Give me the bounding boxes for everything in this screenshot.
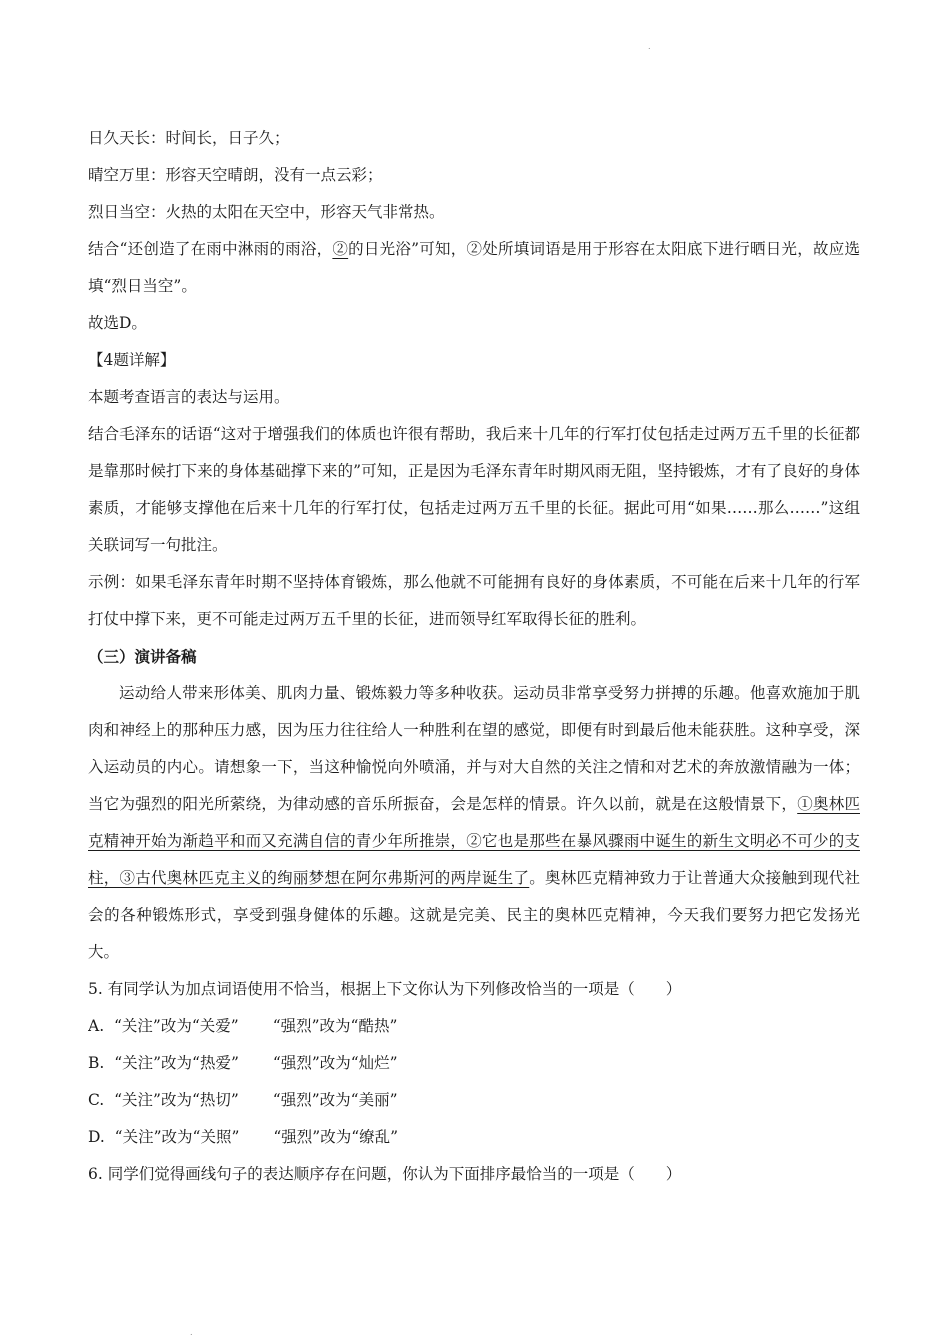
q4-analysis-paragraph: 结合毛泽东的话语“这对于增强我们的体质也许很有帮助，我后来十几年的行军打仗包括走过两万五千里的长征都是靠那时候打下来的身体基础撑下来的”可知，正是因为毛泽东青年时期风雨无阻，坚持锻炼，才有了良好的身体素质，才能够支撑他在后来十几年的行军打仗，包括走过两万五千里的长征。据此可用“如果……那么……”这组关联词写一句批注。 — [88, 425, 860, 554]
speech-passage: 运动给人带来形体美、肌肉力量、锻炼毅力等多种收获。运动员非常享受努力拼搏的乐趣。他喜欢施加于肌肉和神经上的那种压力感，因为压力往往给人一种胜利在望的感觉，即便有时到最后他未能获胜。这种享受，深入运动员的内心。请想象一下，当这种愉悦向外喷涌，并与对大自然的关注之情和对艺术的奔放激情融为一体；当它为强烈的阳光所萦绕，为律动感的音乐所振奋，会是怎样的情景。许久以前，就是在这般情景下，①奥林匹克精神开始为渐趋平和而又充满自信的青少年所推崇，②它也是那些在暴风骤雨中诞生的新生文明必不可少的支柱，③古代奥林匹克主义的绚丽梦想在阿尔弗斯河的两岸诞生了。奥林匹克精神致力于让普通大众接触到现代社会的各种锻炼形式，享受到强身健体的乐趣。这就是完美、民主的奥林匹克精神，今天我们要努力把它发扬光大。 — [88, 684, 860, 961]
q5-option-d: D. “关注”改为“关照” “强烈”改为“缭乱” — [88, 1128, 399, 1146]
definition-line-3: 烈日当空：火热的太阳在天空中，形容天气非常热。 — [88, 203, 445, 221]
q5-option-b: B. “关注”改为“热爱” “强烈”改为“灿烂” — [88, 1054, 398, 1072]
page-mark-top: . — [648, 42, 651, 51]
q4-intro: 本题考查语言的表达与运用。 — [88, 388, 290, 406]
q5-option-a: A. “关注”改为“关爱” “强烈”改为“酷热” — [88, 1017, 398, 1035]
q4-example-paragraph: 示例：如果毛泽东青年时期不坚持体育锻炼，那么他就不可能拥有良好的身体素质，不可能在后来十几年的行军打仗中撑下来，更不可能走过两万五千里的长征，进而领导红军取得长征的胜利。 — [88, 573, 860, 628]
definition-line-2: 晴空万里：形容天空晴朗，没有一点云彩； — [88, 166, 383, 184]
section-3-heading: （三）演讲备稿 — [88, 647, 197, 666]
q4-heading: 【4题详解】 — [88, 351, 176, 369]
blank-mark: ② — [332, 240, 349, 258]
q3-conclusion: 故选D。 — [88, 314, 147, 332]
q3-analysis-paragraph: 结合“还创造了在雨中淋雨的雨浴，②的日光浴”可知，②处所填词语是用于形容在太阳底下进行晒日光，故应选填“烈日当空”。 — [88, 240, 860, 295]
page-mark-bottom: . — [190, 1328, 193, 1337]
q5-stem: 5. 有同学认为加点词语使用不恰当，根据上下文你认为下列修改恰当的一项是（ ） — [88, 980, 682, 998]
document-page — [88, 120, 860, 1193]
q6-stem: 6. 同学们觉得画线句子的表达顺序存在问题，你认为下面排序最恰当的一项是（ ） — [88, 1165, 682, 1183]
q5-option-c: C. “关注”改为“热切” “强烈”改为“美丽” — [88, 1091, 398, 1109]
definition-line-1: 日久天长：时间长，日子久； — [88, 129, 290, 147]
underlined-sentences: ①奥林匹克精神开始为渐趋平和而又充满自信的青少年所推崇，②它也是那些在暴风骤雨中诞生的新生文明必不可少的支柱，③古代奥林匹克主义的绚丽梦想在阿尔弗斯河的两岸诞生了 — [88, 795, 860, 887]
